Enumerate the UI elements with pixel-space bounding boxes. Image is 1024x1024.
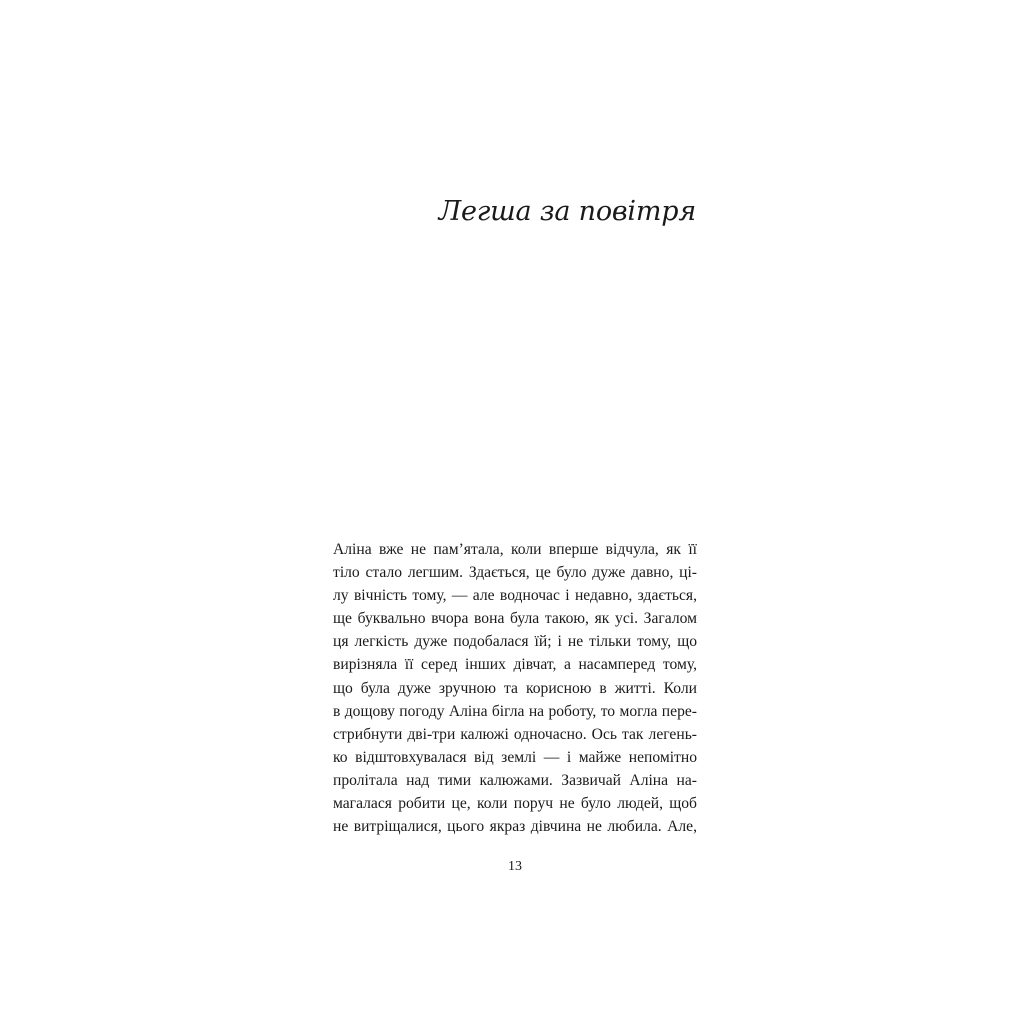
text-line: стрибнути дві-три калюжі одночасно. Ось так легень- — [333, 725, 697, 743]
text-line: тіло стало легшим. Здається, це було дуже давно, ці- — [333, 564, 697, 582]
text-line: ко відштовхувалася від землі — і майже непомітно — [333, 748, 697, 766]
text-line: магалася робити це, коли поруч не було людей, щоб — [333, 795, 697, 813]
text-line: ця легкість дуже подобалася їй; і не тільки тому, що — [333, 633, 697, 651]
text-line: в дощову погоду Аліна бігла на роботу, то могла пере- — [333, 702, 697, 720]
text-line: ще буквально вчора вона була такою, як усі. Загалом — [333, 610, 697, 628]
text-line: Аліна вже не пам’ятала, коли вперше відчула, як її — [333, 541, 697, 558]
text-line: пролітала над тими калюжами. Зазвичай Аліна на- — [333, 771, 697, 789]
chapter-title: Легша за повітря — [438, 196, 696, 227]
text-line: лу вічність тому, — але водночас і недавно, здається, — [333, 587, 697, 605]
text-line: не витріщалися, цього якраз дівчина не любила. Але, — [333, 818, 697, 836]
page-number: 13 — [508, 859, 522, 874]
text-line: що була дуже зручною та корисною в житті. Коли — [333, 679, 697, 697]
text-line: вирізняла її серед інших дівчат, а насамперед тому, — [333, 656, 697, 674]
body-paragraph — [333, 538, 697, 838]
